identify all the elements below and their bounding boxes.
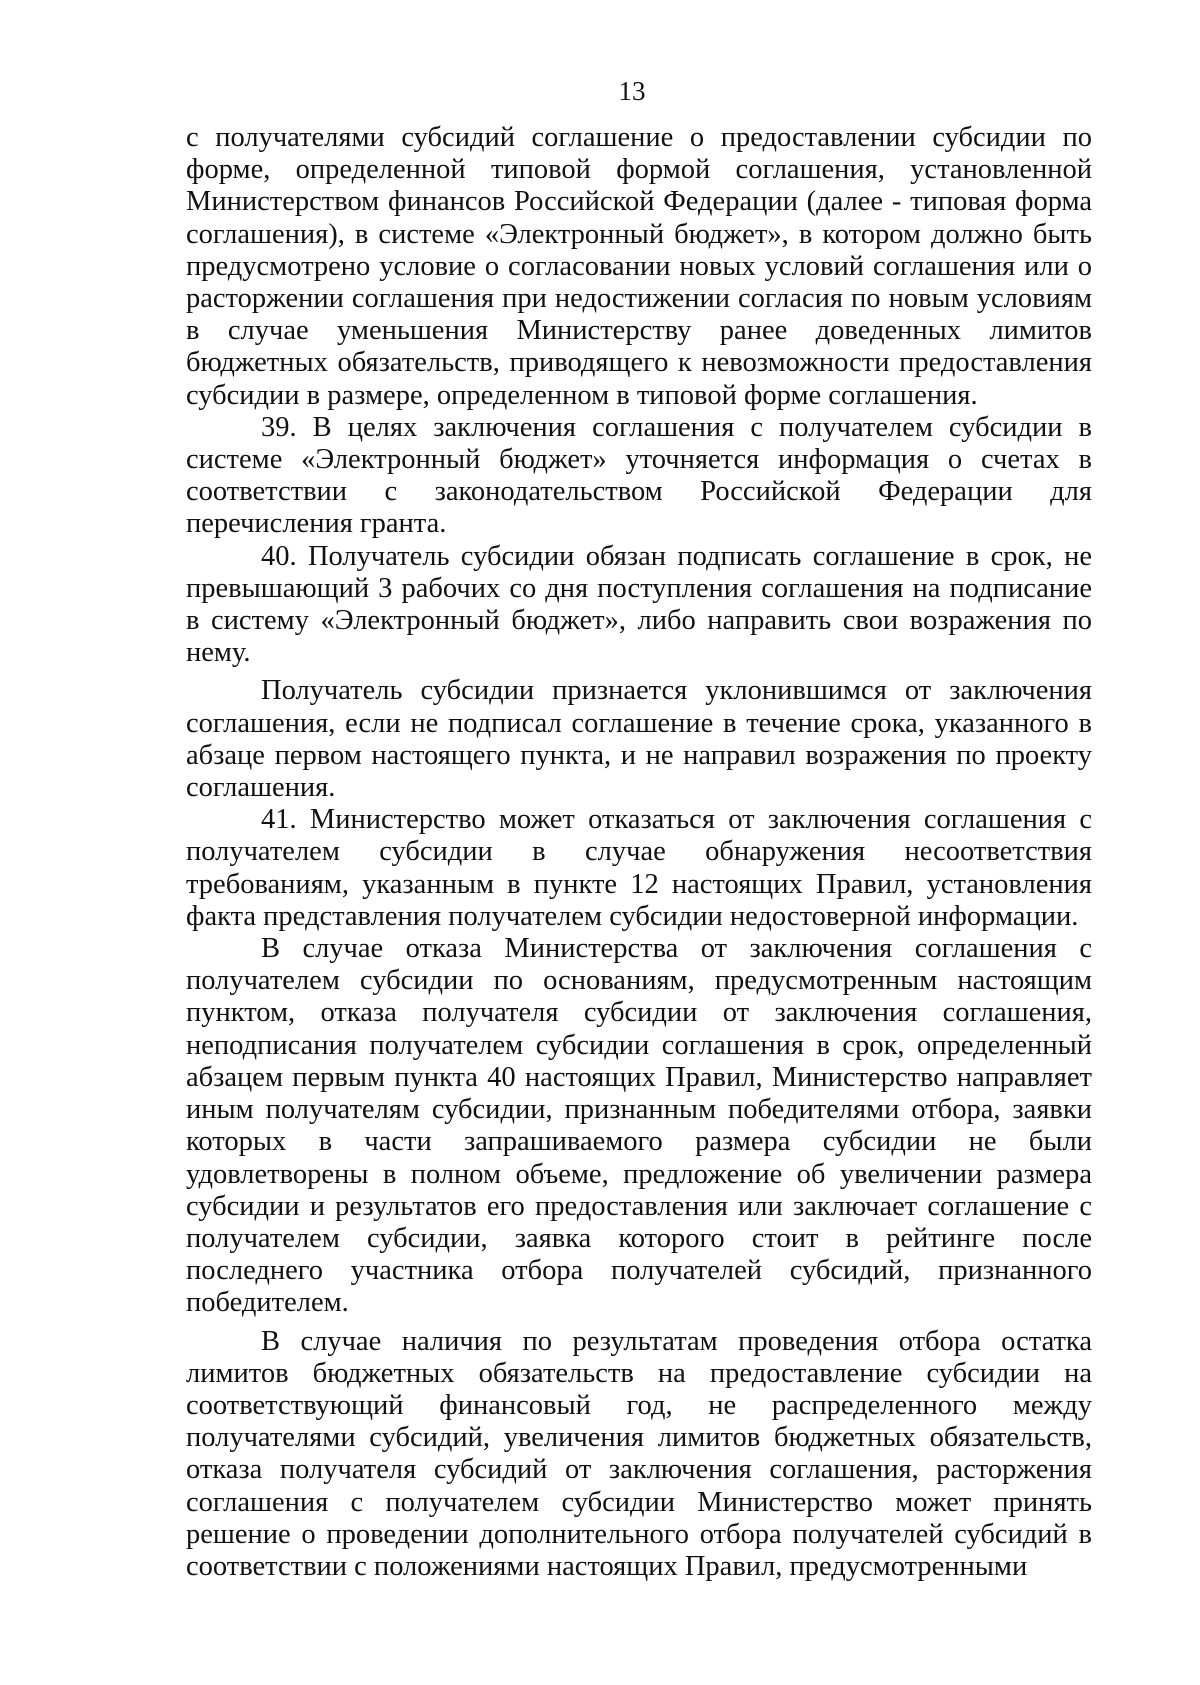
document-body: [186, 122, 1092, 1583]
paragraph-refusal-case: В случае отказа Министерства от заключения соглашения с получателем субсидии по основаниям, предусмотренным настоящим пунктом, отказа получателя субсидии от заключения соглашения, неподписания получателем субсидии соглашения в срок, определенный абзацем первым пункта 40 настоящих Правил, Министерство направляет иным получателям субсидии, признанным победителями отбора, заявки которых в части запрашиваемого размера субсидии не были удовлетворены в полном объеме, предложение об увеличении размера субсидии и результатов его предоставления или заключает соглашение с получателем субсидии, заявка которого стоит в рейтинге после последнего участника отбора получателей субсидий, признанного победителем.: [186, 933, 1092, 1319]
paragraph-item-41: 41. Министерство может отказаться от заключения соглашения с получателем субсидии в случае обнаружения несоответствия требованиям, указанным в пункте 12 настоящих Правил, установления факта представления получателем субсидии недостоверной информации.: [186, 804, 1092, 932]
paragraph-item-39: 39. В целях заключения соглашения с получателем субсидии в системе «Электронный бюджет» уточняется информация о счетах в соответствии с законодательством Российской Федерации для перечисления гранта.: [186, 411, 1092, 540]
paragraph-continuation: с получателями субсидий соглашение о предоставлении субсидии по форме, определенной типовой формой соглашения, установленной Министерством финансов Российской Федерации (далее - типовая форма соглашения), в системе «Электронный бюджет», в котором должно быть предусмотрено условие о согласовании новых условий соглашения или о расторжении соглашения при недостижении согласия по новым условиям в случае уменьшения Министерству ранее доведенных лимитов бюджетных обязательств, приводящего к невозможности предоставления субсидии в размере, определенном в типовой форме соглашения.: [186, 122, 1092, 411]
paragraph-item-40: 40. Получатель субсидии обязан подписать соглашение в срок, не превышающий 3 рабочих со дня поступления соглашения на подписание в систему «Электронный бюджет», либо направить свои возражения по нему.: [186, 540, 1092, 669]
paragraph-additional-selection: В случае наличия по результатам проведения отбора остатка лимитов бюджетных обязательств на предоставление субсидии на соответствующий финансовый год, не распределенного между получателями субсидий, увеличения лимитов бюджетных обязательств, отказа получателя субсидий от заключения соглашения, расторжения соглашения с получателем субсидии Министерство может принять решение о проведении дополнительного отбора получателей субсидий в соответствии с положениями настоящих Правил, предусмотренными: [186, 1325, 1092, 1582]
paragraph-evasion: Получатель субсидии признается уклонившимся от заключения соглашения, если не подписал соглашение в течение срока, указанного в абзаце первом настоящего пункта, и не направил возражения по проекту соглашения.: [186, 675, 1092, 804]
page-number: 13: [618, 76, 646, 106]
